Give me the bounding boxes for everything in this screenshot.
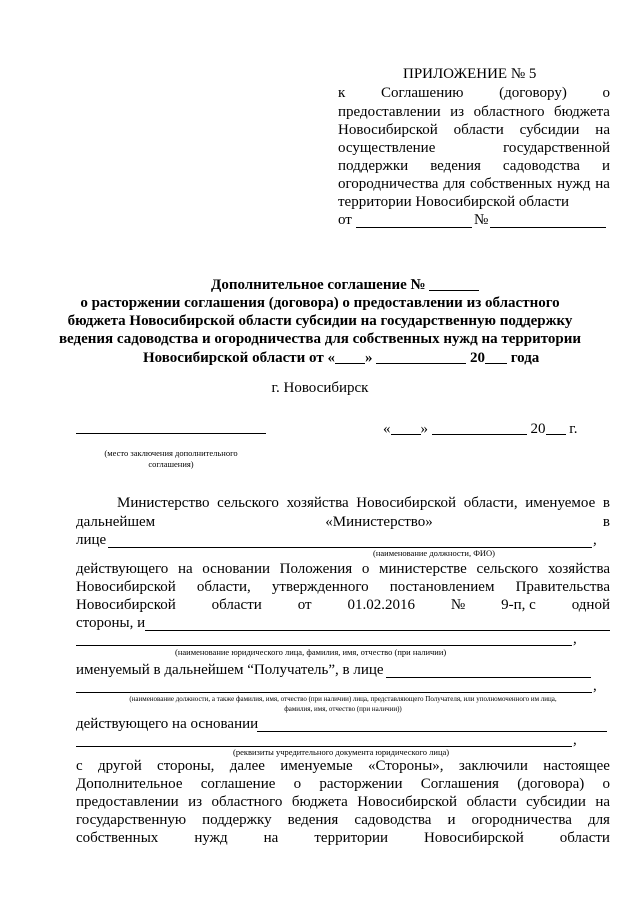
body-p2-line-3: предоставлении из областного бюджета Новосибирской области субсидии на xyxy=(76,794,610,810)
body-p2-line-4: государственную поддержку ведения садоводства и огородничества для xyxy=(76,812,610,828)
position-field xyxy=(108,547,592,548)
heading-line-1: Дополнительное соглашение № xyxy=(211,276,479,295)
body-p1-line-6: Новосибирской области от 01.02.2016 № 9-п, с одной xyxy=(76,597,610,613)
body-p2-line-1: с другой стороны, далее именуемые «Стороны», заключили настоящее xyxy=(76,758,610,774)
body-p1-line-3-label: лице xyxy=(76,532,107,548)
recipient-field-1 xyxy=(145,630,610,631)
caption-legal: (наименование юридического лица, фамилия, имя, отчество (при наличии) xyxy=(175,647,447,657)
heading-line-3: бюджета Новосибирской области субсидии на государственную поддержку xyxy=(67,313,573,329)
body-p1-line-7-label: стороны, и xyxy=(76,615,146,631)
appendix-line-2: предоставлении из областного бюджета xyxy=(338,104,610,120)
appendix-number-label: № xyxy=(474,212,489,228)
appendix-line-3: Новосибирской области субсидии на xyxy=(338,122,610,138)
body-p2-line-2: Дополнительное соглашение о расторжении Соглашения (договора) о xyxy=(76,776,610,792)
caption-docs: (реквизиты учредительного документа юридического лица) xyxy=(233,747,450,757)
appendix-number-field xyxy=(490,227,606,228)
body-p1-line-2: дальнейшем «Министерство» в xyxy=(76,514,610,530)
body-p1-line-4: действующего на основании Положения о министерстве сельского хозяйства xyxy=(76,561,610,577)
basis-field-1 xyxy=(257,731,607,732)
heading-line-2: о расторжении соглашения (договора) о предоставлении из областного xyxy=(80,295,560,311)
recipient-field-2 xyxy=(76,645,572,646)
appendix-from-label: от xyxy=(338,212,352,228)
appendix-line-4: осуществление государственной xyxy=(338,140,610,156)
heading-number-field xyxy=(429,276,479,291)
appendix-line-1: к Соглашению (договору) о xyxy=(338,85,610,101)
heading-line-4: ведения садоводства и огородничества для собственных нужд на территории xyxy=(58,331,582,347)
place-caption-1: (место заключения дополнительного xyxy=(104,448,238,458)
body-p1-line-11-label: действующего на основании xyxy=(76,716,259,732)
appendix-line-6: огородничества для собственных нужд на xyxy=(338,176,610,192)
representative-field-2 xyxy=(76,692,592,693)
place-field xyxy=(76,433,266,434)
date-line: « » 20 г. xyxy=(383,421,578,437)
appendix-title: ПРИЛОЖЕНИЕ № 5 xyxy=(403,66,537,82)
caption-rep-2: фамилия, имя, отчество (при наличии)) xyxy=(284,705,402,713)
caption-position: (наименование должности, ФИО) xyxy=(373,548,496,558)
body-p2-line-5: собственных нужд на территории Новосибирской области xyxy=(76,830,610,846)
body-p1-line-5: Новосибирской области, утвержденного постановлением Правительства xyxy=(76,579,610,595)
heading-line-5: Новосибирской области от « » 20 года xyxy=(143,350,540,366)
appendix-line-5: поддержки ведения садоводства и xyxy=(338,158,610,174)
representative-field-1 xyxy=(386,677,591,678)
place-caption-2: соглашения) xyxy=(148,459,194,469)
caption-rep-1: (наименование должности, а также фамилия, имя, отчество (при наличии) лица, представляющего Получателя, или уполномоченного им лица, xyxy=(129,695,557,703)
appendix-date-field xyxy=(356,227,472,228)
city: г. Новосибирск xyxy=(271,380,369,396)
body-p1-line-9-label: именуемый в дальнейшем “Получатель”, в лице xyxy=(76,662,384,678)
appendix-line-7: территории Новосибирской области xyxy=(338,194,570,210)
body-p1-line-1: Министерство сельского хозяйства Новосибирской области, именуемое в xyxy=(117,495,610,511)
